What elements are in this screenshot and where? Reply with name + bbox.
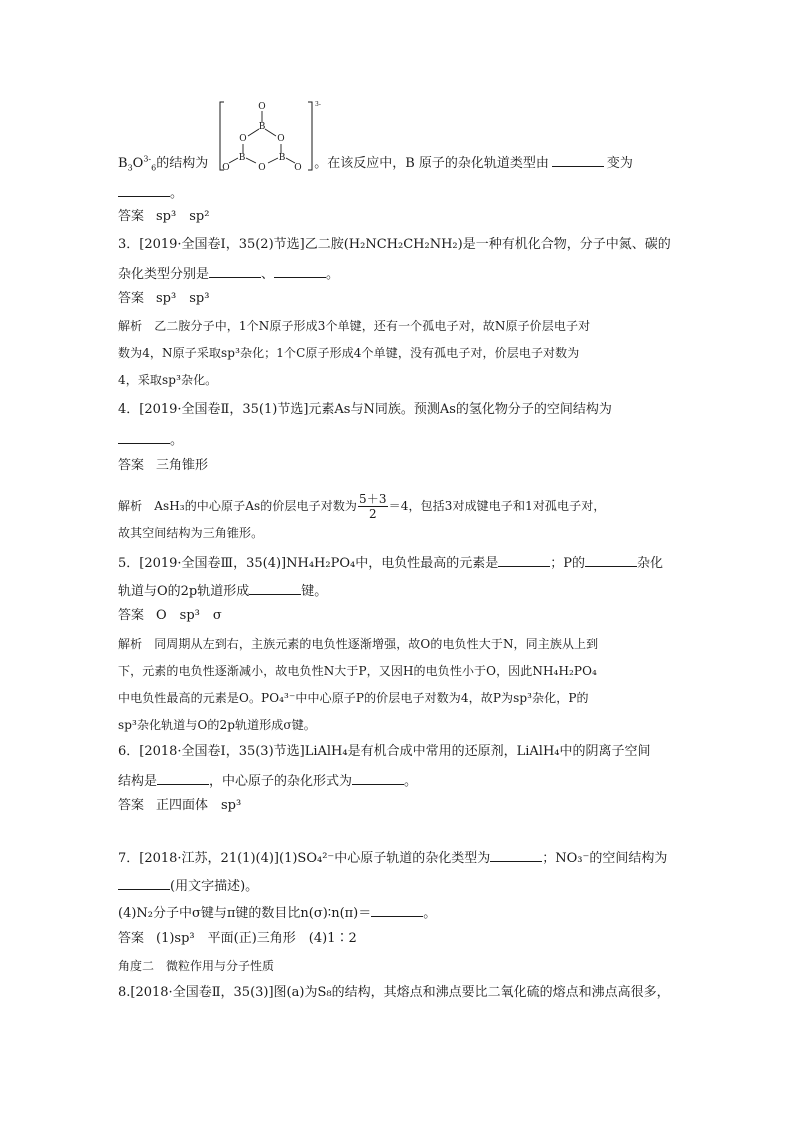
atom-b-top: B — [258, 122, 266, 132]
question-7: 7．[2018·江苏，21(1)(4)](1)SO₄²⁻中心原子轨道的杂化类型为 ；NO₃⁻的空间结构为 — [118, 848, 667, 868]
b3o6-line-2: 。 — [118, 183, 183, 203]
b3o6-line: $B_3O^{3-}_6$的结构为 。在该反应中，B 原子的杂化轨道类型由 变为 — [118, 154, 633, 173]
section-heading: 角度二 微粒作用与分子性质 — [118, 959, 275, 973]
answer-blank[interactable] — [585, 553, 637, 567]
answer-line: 答案 sp³ sp³ — [118, 291, 210, 306]
question-4-line-2: 。 — [118, 430, 183, 450]
atom-o-top: O — [258, 102, 266, 112]
answer-blank[interactable] — [498, 553, 550, 567]
answer-blank[interactable] — [249, 581, 301, 595]
answer-line: 答案 正四面体 sp³ — [118, 798, 242, 813]
question-7-line-3: (4)N₂分子中σ键与π键的数目比n(σ)∶n(π)＝ 。 — [118, 903, 436, 923]
fraction-denominator: 2 — [368, 507, 377, 521]
analysis-line: sp³杂化轨道与O的2p轨道形成σ键。 — [118, 718, 316, 732]
answer-blank[interactable] — [274, 264, 326, 278]
question-3: 3．[2019·全国卷Ⅰ，35(2)节选]乙二胺(H₂NCH₂CH₂NH₂)是一种有机化合物，分子中氮、碳的 — [118, 237, 671, 252]
answer-blank[interactable] — [352, 771, 404, 785]
answer-blank[interactable] — [209, 264, 261, 278]
question-7-line-2: (用文字描述)。 — [118, 876, 258, 896]
analysis-line: 4，采取sp³杂化。 — [118, 373, 218, 387]
atom-o-right-ring: O — [277, 134, 285, 144]
answer-blank[interactable] — [118, 876, 170, 890]
answer-blank[interactable] — [490, 848, 542, 862]
question-8: 8.[2018·全国卷Ⅱ，35(3)]图(a)为S₈的结构，其熔点和沸点要比二氧化硫的熔点和沸点高很多， — [118, 985, 670, 1000]
answer-blank[interactable] — [118, 183, 170, 197]
question-3-line-2: 杂化类型分别是 、 。 — [118, 264, 339, 284]
answer-blank[interactable] — [157, 771, 209, 785]
atom-b-right: B — [278, 153, 286, 163]
analysis-line: 故其空间结构为三角锥形。 — [118, 526, 264, 540]
analysis-line: 解析 同周期从左到右，主族元素的电负性逐渐增强，故O的电负性大于N，同主族从上到 — [118, 637, 599, 651]
atom-o-left-ring: O — [239, 134, 247, 144]
analysis-line: 数为4，N原子采取sp³杂化；1个C原子形成4个单键，没有孤电子对，价层电子对数为 — [118, 346, 580, 360]
analysis-line: 中电负性最高的元素是O。PO₄³⁻中中心原子P的价层电子对数为4，故P为sp³杂化，P的 — [118, 691, 589, 705]
question-6: 6．[2018·全国卷Ⅰ，35(3)节选]LiAlH₄是有机合成中常用的还原剂，LiAlH₄中的阴离子空间 — [118, 744, 651, 759]
question-4: 4．[2019·全国卷Ⅱ，35(1)节选]元素As与N同族。预测As的氢化物分子的空间结构为 — [118, 402, 612, 417]
question-5-line-2: 轨道与O的2p轨道形成 键。 — [118, 581, 327, 601]
fraction-numerator: 5＋3 — [359, 492, 387, 506]
analysis-line: 下，元素的电负性逐渐减小，故电负性N大于P，又因H的电负性小于O，因此NH₄H₂PO₄ — [118, 664, 597, 678]
answer-line: 答案 三角锥形 — [118, 458, 209, 473]
atom-o-right: O — [294, 163, 302, 173]
answer-line: 答案 O sp³ σ — [118, 608, 222, 623]
atom-o-left: O — [222, 163, 230, 173]
atom-b-left: B — [238, 153, 246, 163]
atom-o-bottom-ring: O — [258, 163, 266, 173]
answer-blank[interactable] — [552, 153, 604, 167]
fraction — [358, 492, 388, 521]
answer-line: 答案 (1)sp³ 平面(正)三角形 (4)1∶2 — [118, 931, 357, 946]
structure-charge: 3- — [315, 101, 321, 108]
answer-blank[interactable] — [118, 430, 170, 444]
question-6-line-2: 结构是 ，中心原子的杂化形式为 。 — [118, 771, 417, 791]
analysis-line: 解析 AsH₃的中心原子As的价层电子对数为 $\frac{5+3}{2}$ ＝4，包括3对成键电子和1对孤电子对， — [118, 492, 606, 521]
analysis-line: 解析 乙二胺分子中，1个N原子形成3个单键，还有一个孤电子对，故N原子价层电子对 — [118, 319, 591, 333]
question-5: 5．[2019·全国卷Ⅲ，35(4)]NH₄H₂PO₄中，电负性最高的元素是 ；P的 杂化 — [118, 553, 663, 573]
answer-line: 答案 sp³ sp² — [118, 209, 210, 224]
answer-blank[interactable] — [371, 903, 423, 917]
